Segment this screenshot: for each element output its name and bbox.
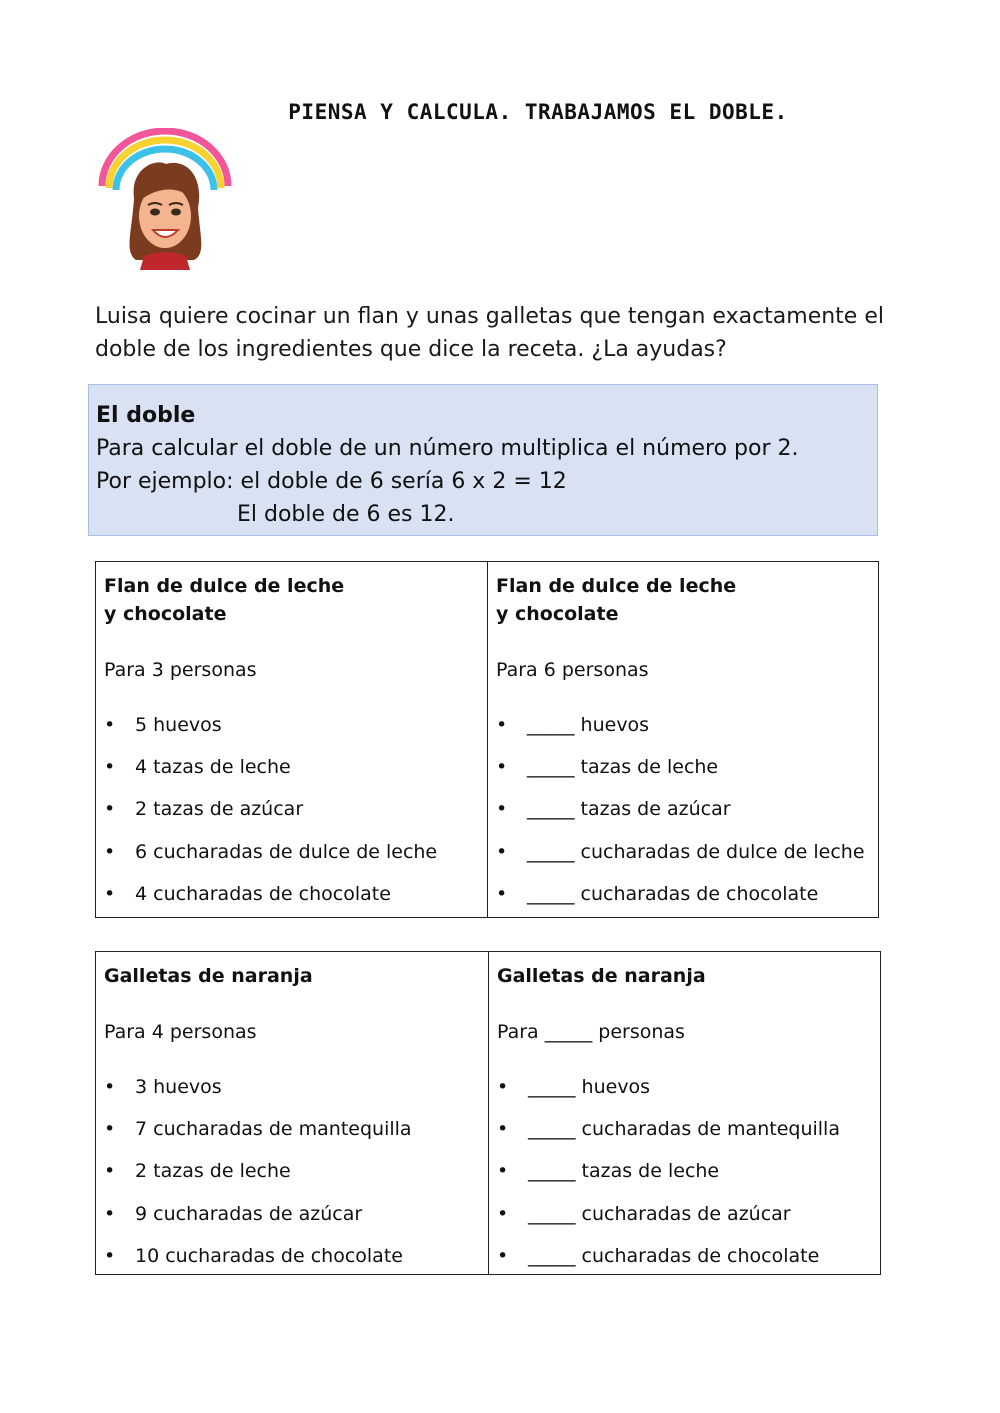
list-item[interactable]: • _____ cucharadas de dulce de leche (496, 838, 870, 866)
ingredient-list (104, 1073, 480, 1270)
list-item: • 5 huevos (104, 711, 479, 739)
recipe-title: Galletas de naranja (497, 965, 706, 987)
original-recipe-column (96, 952, 488, 1274)
list-item: • 9 cucharadas de azúcar (104, 1200, 480, 1228)
intro-line: doble de los ingredientes que dice la receta. ¿La ayudas? (95, 337, 727, 362)
list-item: • 4 cucharadas de chocolate (104, 880, 479, 908)
ingredient-list (497, 1073, 872, 1270)
double-recipe-column (488, 952, 880, 1274)
page-title: PIENSA Y CALCULA. TRABAJAMOS EL DOBLE. (288, 100, 788, 124)
flan-recipe-table (95, 561, 879, 918)
list-item: • 10 cucharadas de chocolate (104, 1242, 480, 1270)
list-item: • 4 tazas de leche (104, 753, 479, 781)
servings-label: Para 4 personas (104, 1021, 257, 1043)
ingredient-list (496, 711, 870, 908)
double-explanation-box (88, 384, 878, 536)
recipe-title: Galletas de naranja (104, 965, 313, 987)
list-item: • 6 cucharadas de dulce de leche (104, 838, 479, 866)
list-item: • 7 cucharadas de mantequilla (104, 1115, 480, 1143)
servings-label[interactable]: Para _____ personas (497, 1021, 685, 1043)
recipe-title (496, 572, 870, 628)
list-item[interactable]: • _____ huevos (496, 711, 870, 739)
galletas-recipe-table (95, 951, 881, 1275)
list-item[interactable]: • _____ tazas de azúcar (496, 795, 870, 823)
teacher-avatar-icon (94, 128, 236, 270)
list-item[interactable]: • _____ tazas de leche (497, 1157, 872, 1185)
servings-label: Para 3 personas (104, 659, 257, 681)
intro-line: Luisa quiere cocinar un flan y unas galletas que tengan exactamente el (95, 304, 884, 329)
list-item: • 2 tazas de azúcar (104, 795, 479, 823)
recipe-title-line: y chocolate (104, 603, 227, 625)
recipe-title-line: y chocolate (496, 603, 619, 625)
list-item[interactable]: • _____ cucharadas de azúcar (497, 1200, 872, 1228)
recipe-title-line: Flan de dulce de leche (104, 575, 345, 597)
original-recipe-column (96, 562, 487, 917)
servings-label: Para 6 personas (496, 659, 649, 681)
list-item[interactable]: • _____ cucharadas de chocolate (497, 1242, 872, 1270)
box-line: Para calcular el doble de un número multiplica el número por 2. (96, 436, 799, 461)
double-recipe-column (487, 562, 878, 917)
box-line: Por ejemplo: el doble de 6 sería 6 x 2 = 12 (96, 469, 567, 494)
list-item[interactable]: • _____ cucharadas de chocolate (496, 880, 870, 908)
recipe-title-line: Flan de dulce de leche (496, 575, 737, 597)
box-line: El doble de 6 es 12. (237, 502, 455, 527)
ingredient-list (104, 711, 479, 908)
box-heading: El doble (96, 403, 196, 428)
recipe-title (104, 572, 479, 628)
intro-paragraph (95, 300, 895, 366)
list-item[interactable]: • _____ cucharadas de mantequilla (497, 1115, 872, 1143)
list-item[interactable]: • _____ huevos (497, 1073, 872, 1101)
list-item[interactable]: • _____ tazas de leche (496, 753, 870, 781)
list-item: • 2 tazas de leche (104, 1157, 480, 1185)
list-item: • 3 huevos (104, 1073, 480, 1101)
